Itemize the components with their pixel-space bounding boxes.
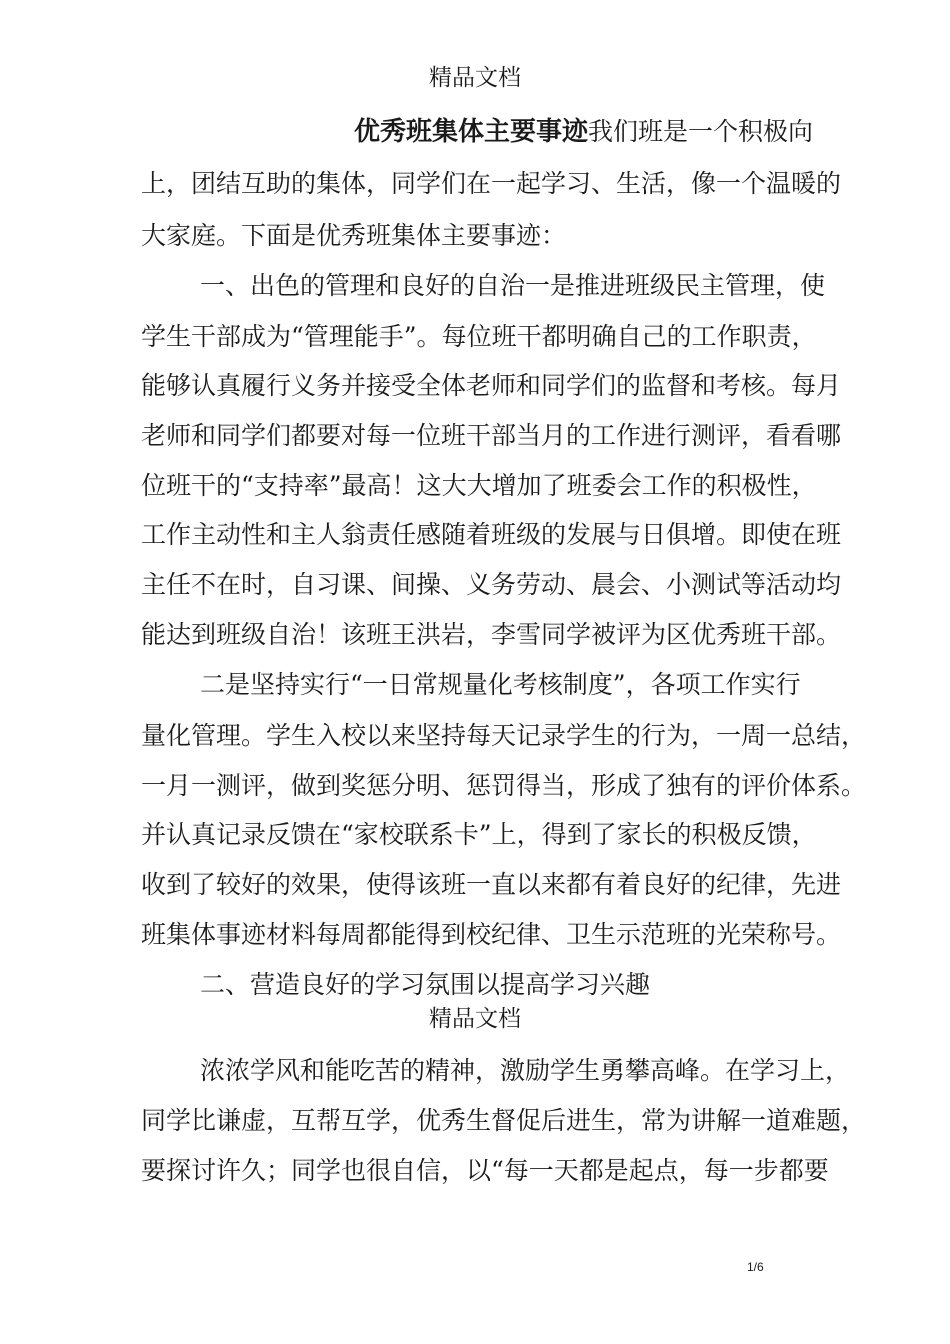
body-line: 能达到班级自治！该班王洪岩，李雪同学被评为区优秀班干部。	[141, 620, 842, 649]
page-header-mid: 精品文档	[429, 1006, 521, 1032]
body-line: 上，团结互助的集体，同学们在一起学习、生活，像一个温暖的	[141, 169, 842, 198]
body-line: 并认真记录反馈在“家校联系卡”上，得到了家长的积极反馈，	[141, 820, 817, 849]
body-line: 同学比谦虚，互帮互学，优秀生督促后进生，常为讲解一道难题，	[141, 1106, 867, 1135]
title-line	[354, 115, 813, 149]
body-line: 一月一测评，做到奖惩分明、惩罚得当，形成了独有的评价体系。	[141, 771, 867, 800]
body-line: 工作主动性和主人翁责任感随着班级的发展与日俱增。即使在班	[141, 520, 842, 549]
body-line: 浓浓学风和能吃苦的精神，激励学生勇攀高峰。在学习上，	[200, 1056, 851, 1085]
title-line-tail: 我们班是一个积极向	[588, 117, 814, 146]
page-number: 1/6	[747, 1260, 764, 1274]
body-line: 老师和同学们都要对每一位班干部当月的工作进行测评，看看哪	[141, 421, 842, 450]
body-line: 位班干的“支持率”最高！这大大增加了班委会工作的积极性，	[141, 471, 817, 500]
body-line: 学生干部成为“管理能手”。每位班干都明确自己的工作职责，	[141, 322, 817, 351]
body-line: 要探讨许久；同学也很自信，以“每一天都是起点，每一步都要	[141, 1156, 829, 1185]
body-line: 能够认真履行义务并接受全体老师和同学们的监督和考核。每月	[141, 371, 842, 400]
body-line: 班集体事迹材料每周都能得到校纪律、卫生示范班的光荣称号。	[141, 920, 842, 949]
body-line: 量化管理。学生入校以来坚持每天记录学生的行为，一周一总结，	[141, 721, 867, 750]
document-title: 优秀班集体主要事迹	[354, 117, 589, 147]
body-line: 主任不在时，自习课、间操、义务劳动、晨会、小测试等活动均	[141, 570, 842, 599]
page-header-top: 精品文档	[429, 65, 521, 91]
body-line: 二是坚持实行“一日常规量化考核制度”，各项工作实行	[200, 670, 801, 699]
section-heading: 二、营造良好的学习氛围以提高学习兴趣	[200, 970, 651, 999]
body-line: 收到了较好的效果，使得该班一直以来都有着良好的纪律，先进	[141, 870, 842, 899]
body-line: 一、出色的管理和良好的自治一是推进班级民主管理，使	[200, 271, 826, 300]
body-line: 大家庭。下面是优秀班集体主要事迹：	[141, 221, 567, 250]
